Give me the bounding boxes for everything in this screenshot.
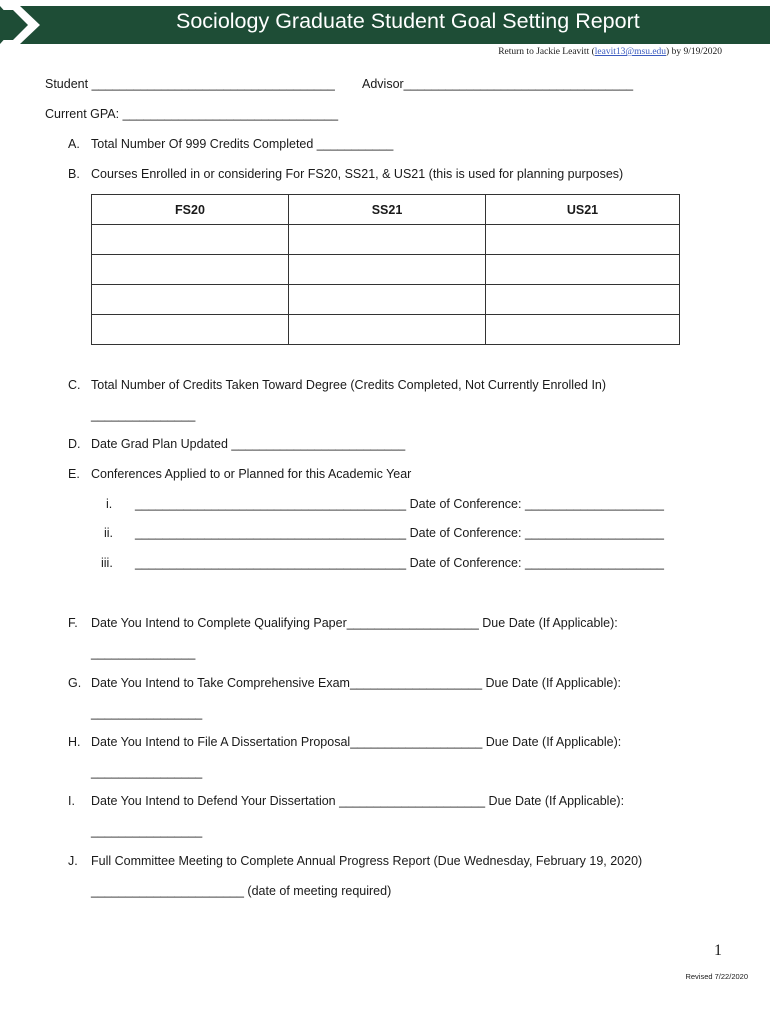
item-j-letter: J. xyxy=(68,854,78,868)
table-cell[interactable] xyxy=(92,285,289,315)
table-header-ss21: SS21 xyxy=(289,195,486,225)
item-i-blank[interactable]: ________________ xyxy=(91,824,203,838)
page-title: Sociology Graduate Student Goal Setting Report xyxy=(176,9,640,33)
item-e-conferences-label: Conferences Applied to or Planned for this Academic Year xyxy=(91,467,412,481)
item-g-letter: G. xyxy=(68,676,82,690)
table-row xyxy=(92,225,680,255)
conference-numeral: iii. xyxy=(101,556,113,570)
return-instructions: Return to Jackie Leavitt (leavit13@msu.edu) by 9/19/2020 xyxy=(498,47,722,57)
item-b-courses-label: Courses Enrolled in or considering For FS20, SS21, & US21 (this is used for planning purposes) xyxy=(91,167,624,181)
chevron-arrow-icon xyxy=(0,6,44,44)
item-j-blank[interactable]: ______________________ (date of meeting required) xyxy=(91,884,392,898)
item-h-dissertation-proposal[interactable]: Date You Intend to File A Dissertation Proposal___________________ Due Date (If Applicable): xyxy=(91,735,622,749)
table-cell[interactable] xyxy=(92,225,289,255)
item-g-comprehensive-exam[interactable]: Date You Intend to Take Comprehensive Exam___________________ Due Date (If Applicable): xyxy=(91,676,622,690)
revised-date: Revised 7/22/2020 xyxy=(685,972,748,981)
table-cell[interactable] xyxy=(486,315,680,345)
item-d-grad-plan-date[interactable]: Date Grad Plan Updated _________________________ xyxy=(91,437,406,451)
table-cell[interactable] xyxy=(92,255,289,285)
item-e-letter: E. xyxy=(68,467,80,481)
conference-line[interactable]: _______________________________________ Date of Conference: ____________________ xyxy=(135,556,664,570)
item-c-total-credits-label: Total Number of Credits Taken Toward Degree (Credits Completed, Not Currently Enrolled In) xyxy=(91,378,607,392)
table-cell[interactable] xyxy=(486,225,680,255)
item-j-committee-meeting-label: Full Committee Meeting to Complete Annual Progress Report (Due Wednesday, February 19, 2020) xyxy=(91,854,643,868)
item-i-defend-dissertation[interactable]: Date You Intend to Defend Your Dissertation _____________________ Due Date (If Applicable): xyxy=(91,794,625,808)
gpa-field[interactable]: Current GPA: _______________________________ xyxy=(45,107,339,121)
item-a-letter: A. xyxy=(68,137,80,151)
item-c-letter: C. xyxy=(68,378,81,392)
table-row xyxy=(92,255,680,285)
item-d-letter: D. xyxy=(68,437,81,451)
table-cell[interactable] xyxy=(289,255,486,285)
table-header-fs20: FS20 xyxy=(92,195,289,225)
table-cell[interactable] xyxy=(486,255,680,285)
conference-numeral: i. xyxy=(106,497,113,511)
conference-line[interactable]: _______________________________________ Date of Conference: ____________________ xyxy=(135,497,664,511)
item-i-letter: I. xyxy=(68,794,75,808)
conference-line[interactable]: _______________________________________ Date of Conference: ____________________ xyxy=(135,526,664,540)
email-link[interactable]: leavit13@msu.edu xyxy=(594,47,667,57)
item-h-letter: H. xyxy=(68,735,81,749)
conference-numeral: ii. xyxy=(104,526,114,540)
item-f-letter: F. xyxy=(68,616,78,630)
student-field[interactable]: Student ___________________________________ xyxy=(45,77,335,91)
item-a-credits-completed[interactable]: Total Number Of 999 Credits Completed ___________ xyxy=(91,137,394,151)
table-cell[interactable] xyxy=(486,285,680,315)
table-row xyxy=(92,285,680,315)
item-g-blank[interactable]: ________________ xyxy=(91,706,203,720)
table-cell[interactable] xyxy=(289,315,486,345)
table-cell[interactable] xyxy=(289,285,486,315)
table-row xyxy=(92,315,680,345)
item-b-letter: B. xyxy=(68,167,80,181)
item-c-blank[interactable]: _______________ xyxy=(91,408,196,422)
item-h-blank[interactable]: ________________ xyxy=(91,765,203,779)
table-cell[interactable] xyxy=(92,315,289,345)
table-cell[interactable] xyxy=(289,225,486,255)
page-number: 1 xyxy=(714,942,722,959)
advisor-field[interactable]: Advisor_________________________________ xyxy=(362,77,634,91)
item-f-qualifying-paper[interactable]: Date You Intend to Complete Qualifying Paper___________________ Due Date (If Applicable): xyxy=(91,616,618,630)
table-header-us21: US21 xyxy=(486,195,680,225)
item-f-blank[interactable]: _______________ xyxy=(91,646,196,660)
courses-table xyxy=(91,194,680,345)
